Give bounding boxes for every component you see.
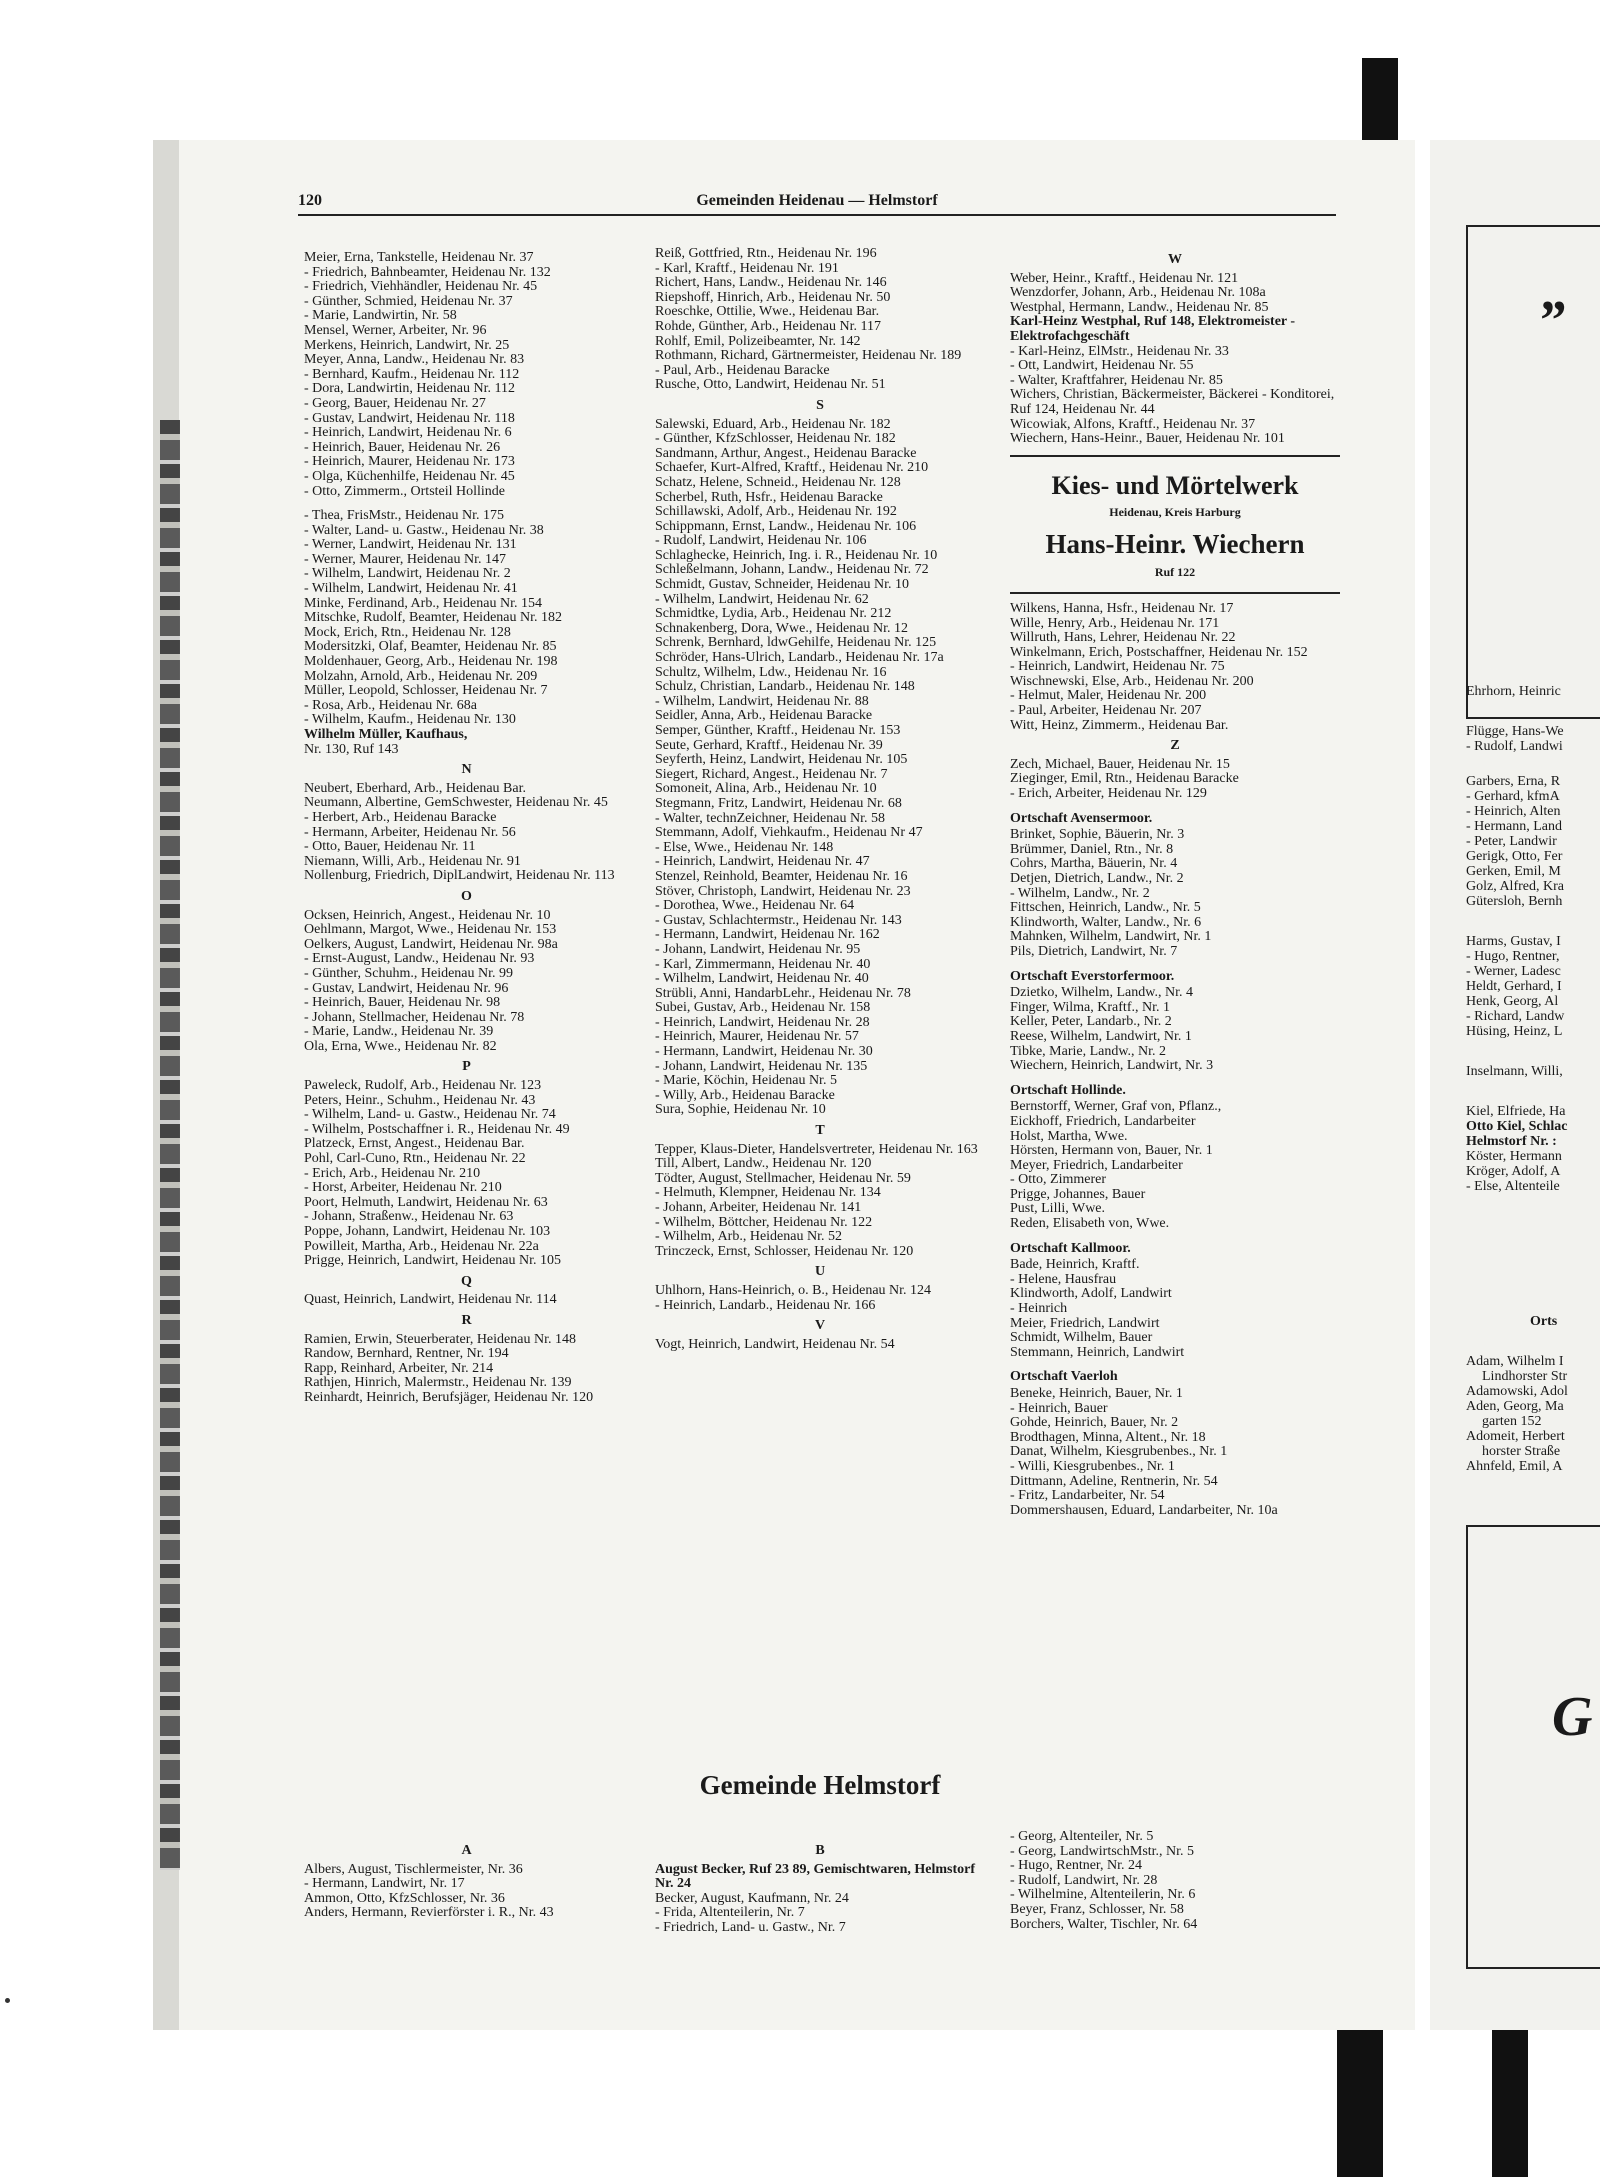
directory-entry: Meier, Erna, Tankstelle, Heidenau Nr. 37 bbox=[304, 250, 534, 265]
right-page-box-top bbox=[1466, 225, 1600, 719]
right-page-entry: - Peter, Landwir bbox=[1466, 834, 1557, 849]
directory-entry: - Karl, Zimmermann, Heidenau Nr. 40 bbox=[655, 956, 871, 972]
directory-entry: Scherbel, Ruth, Hsfr., Heidenau Baracke bbox=[655, 489, 883, 505]
directory-entry: Wille, Henry, Arb., Heidenau Nr. 171 bbox=[1010, 615, 1220, 631]
directory-entry: - Gustav, Landwirt, Heidenau Nr. 118 bbox=[304, 410, 515, 426]
directory-entry: - Heinrich, Bauer, Heidenau Nr. 98 bbox=[304, 995, 501, 1011]
scan-edge-bottom-right bbox=[1492, 2030, 1528, 2177]
directory-entry: Stemmann, Adolf, Viehkaufm., Heidenau Nr 47 bbox=[655, 825, 923, 841]
directory-entry: - Dorothea, Wwe., Heidenau Nr. 64 bbox=[655, 898, 855, 914]
directory-entry: Randow, Bernhard, Rentner, Nr. 194 bbox=[304, 1346, 509, 1362]
directory-entry: - Günther, KfzSchlosser, Heidenau Nr. 182 bbox=[655, 431, 896, 447]
directory-entry: Wischnewski, Else, Arb., Heidenau Nr. 200 bbox=[1010, 673, 1254, 689]
column-3 bbox=[1010, 247, 1340, 1518]
directory-entry: - Karl-Heinz, ElMstr., Heidenau Nr. 33 bbox=[1010, 343, 1229, 359]
directory-entry: Wiechern, Heinrich, Landwirt, Nr. 3 bbox=[1010, 1058, 1214, 1074]
scan-edge-top-right bbox=[1362, 58, 1398, 140]
ad-subtitle: Heidenau, Kreis Harburg bbox=[1109, 504, 1241, 519]
directory-entry: Siegert, Richard, Angest., Heidenau Nr. 7 bbox=[655, 766, 888, 782]
scan-artifact-strip bbox=[160, 420, 180, 1870]
directory-entry: Uhlhorn, Hans-Heinrich, o. B., Heidenau Nr. 124 bbox=[655, 1282, 932, 1298]
directory-entry: Somoneit, Alina, Arb., Heidenau Nr. 10 bbox=[655, 781, 877, 797]
directory-entry: - Otto, Zimmerer bbox=[1010, 1172, 1107, 1188]
directory-entry: Oelkers, August, Landwirt, Heidenau Nr. 98a bbox=[304, 936, 558, 952]
directory-entry: Subei, Gustav, Arb., Heidenau Nr. 158 bbox=[655, 1000, 871, 1016]
directory-entry: - Rosa, Arb., Heidenau Nr. 68a bbox=[304, 697, 478, 713]
directory-entry: Schröder, Hans-Ulrich, Landarb., Heidenau Nr. 17a bbox=[655, 650, 944, 666]
right-page-entry: - Heinrich, Alten bbox=[1466, 804, 1561, 819]
directory-entry: - Erich, Arb., Heidenau Nr. 210 bbox=[304, 1165, 481, 1181]
directory-entry: Müller, Leopold, Schlosser, Heidenau Nr. 7 bbox=[304, 683, 548, 699]
right-page-entry: Aden, Georg, Ma bbox=[1466, 1399, 1564, 1414]
right-page-entry: Gütersloh, Bernh bbox=[1466, 894, 1563, 909]
right-page-entry: Helmstorf Nr. : bbox=[1466, 1134, 1557, 1149]
directory-entry: Schnakenberg, Dora, Wwe., Heidenau Nr. 12 bbox=[655, 620, 908, 636]
directory-entry: - Johann, Landwirt, Heidenau Nr. 135 bbox=[655, 1058, 868, 1074]
directory-entry: - Otto, Zimmerm., Ortsteil Hollinde bbox=[304, 483, 506, 499]
column-3-bottom bbox=[1010, 602, 1340, 1518]
scan-edge-bottom-left bbox=[1337, 2030, 1383, 2177]
directory-entry: Till, Albert, Landw., Heidenau Nr. 120 bbox=[655, 1156, 872, 1172]
right-page-entry: Golz, Alfred, Kra bbox=[1466, 879, 1564, 894]
directory-entry: Nr. 130, Ruf 143 bbox=[304, 741, 399, 757]
locality-heading: Ortschaft Kallmoor. bbox=[1010, 1240, 1131, 1256]
directory-entry: Hörsten, Hermann von, Bauer, Nr. 1 bbox=[1010, 1143, 1213, 1159]
directory-entry: Anders, Hermann, Revierförster i. R., Nr. 43 bbox=[304, 1905, 554, 1921]
directory-entry: Quast, Heinrich, Landwirt, Heidenau Nr. 114 bbox=[304, 1292, 557, 1308]
directory-entry: Tödter, August, Stellmacher, Heidenau Nr. 59 bbox=[655, 1170, 911, 1186]
directory-entry: Stemmann, Heinrich, Landwirt bbox=[1010, 1344, 1185, 1360]
directory-entry: Pils, Dietrich, Landwirt, Nr. 7 bbox=[1010, 943, 1178, 959]
directory-entry: Dittmann, Adeline, Rentnerin, Nr. 54 bbox=[1010, 1473, 1218, 1489]
directory-entry: - Hermann, Landwirt, Nr. 17 bbox=[304, 1876, 465, 1892]
directory-entry: Schlaghecke, Heinrich, Ing. i. R., Heidenau Nr. 10 bbox=[655, 547, 938, 563]
directory-entry: - Wilhelm, Land- u. Gastw., Heidenau Nr. 74 bbox=[304, 1107, 556, 1123]
directory-entry: Reese, Wilhelm, Landwirt, Nr. 1 bbox=[1010, 1028, 1192, 1044]
directory-entry: Schaefer, Kurt-Alfred, Kraftf., Heidenau Nr. 210 bbox=[655, 460, 929, 476]
scan-speck bbox=[5, 1998, 10, 2003]
directory-entry: - Heinrich, Landwirt, Heidenau Nr. 75 bbox=[1010, 659, 1225, 675]
directory-entry: - Walter, Kraftfahrer, Heidenau Nr. 85 bbox=[1010, 372, 1223, 388]
directory-entry: - Johann, Arbeiter, Heidenau Nr. 141 bbox=[655, 1200, 862, 1215]
directory-entry: Wilhelm Müller, Kaufhaus, bbox=[304, 727, 468, 742]
directory-entry: Paweleck, Rudolf, Arb., Heidenau Nr. 123 bbox=[304, 1078, 542, 1094]
directory-entry: - Rudolf, Landwirt, Heidenau Nr. 106 bbox=[655, 533, 867, 549]
directory-entry: Poort, Helmuth, Landwirt, Heidenau Nr. 63 bbox=[304, 1194, 548, 1210]
letter-heading: V bbox=[814, 1318, 826, 1334]
right-page-entry: Lindhorster Str bbox=[1482, 1369, 1568, 1384]
directory-entry: - Johann, Stellmacher, Heidenau Nr. 78 bbox=[304, 1009, 525, 1025]
directory-entry: Ammon, Otto, KfzSchlosser, Nr. 36 bbox=[304, 1890, 505, 1906]
directory-entry: Poppe, Johann, Landwirt, Heidenau Nr. 103 bbox=[304, 1224, 551, 1239]
column-2 bbox=[655, 247, 985, 1352]
directory-entry: Pohl, Carl-Cuno, Rtn., Heidenau Nr. 22 bbox=[304, 1151, 526, 1167]
right-page-fragment bbox=[1430, 140, 1600, 2030]
directory-entry: - Heinrich, Maurer, Heidenau Nr. 173 bbox=[304, 454, 515, 470]
directory-entry: - Gustav, Schlachtermstr., Heidenau Nr. 143 bbox=[655, 912, 902, 928]
directory-entry: Dommershausen, Eduard, Landarbeiter, Nr. 10a bbox=[1010, 1502, 1278, 1518]
directory-entry: - Ott, Landwirt, Heidenau Nr. 55 bbox=[1010, 358, 1194, 374]
directory-entry: - Marie, Landwirtin, Nr. 58 bbox=[304, 308, 457, 324]
directory-entry: Stegmann, Fritz, Landwirt, Heidenau Nr. 68 bbox=[655, 795, 902, 811]
right-page-ad-glyph-bottom: G bbox=[1552, 1686, 1593, 1748]
directory-entry: - Johann, Straßenw., Heidenau Nr. 63 bbox=[304, 1209, 514, 1225]
directory-entry: Meyer, Friedrich, Landarbeiter bbox=[1010, 1157, 1183, 1173]
directory-entry: Rusche, Otto, Landwirt, Heidenau Nr. 51 bbox=[655, 377, 886, 393]
letter-heading: T bbox=[815, 1123, 825, 1139]
directory-entry: - Wilhelm, Landwirt, Heidenau Nr. 2 bbox=[304, 566, 511, 582]
directory-entry: - Erich, Arbeiter, Heidenau Nr. 129 bbox=[1010, 786, 1207, 802]
directory-entry: Minke, Ferdinand, Arb., Heidenau Nr. 154 bbox=[304, 595, 542, 611]
directory-entry: Stenzel, Reinhold, Beamter, Heidenau Nr. 16 bbox=[655, 868, 908, 884]
helmstorf-column-2 bbox=[655, 1838, 985, 1936]
directory-entry: - Walter, Land- u. Gastw., Heidenau Nr. 38 bbox=[304, 522, 544, 538]
directory-entry: Westphal, Hermann, Landw., Heidenau Nr. 85 bbox=[1010, 299, 1269, 315]
letter-heading: O bbox=[461, 888, 472, 904]
directory-entry: Sura, Sophie, Heidenau Nr. 10 bbox=[655, 1102, 826, 1118]
directory-entry: - Werner, Maurer, Heidenau Nr. 147 bbox=[304, 551, 506, 567]
directory-entry: Moldenhauer, Georg, Arb., Heidenau Nr. 198 bbox=[304, 654, 558, 670]
directory-entry: Wicowiak, Alfons, Kraftf., Heidenau Nr. 37 bbox=[1010, 416, 1256, 432]
directory-entry: Seyferth, Heinz, Landwirt, Heidenau Nr. 105 bbox=[655, 752, 908, 768]
directory-entry: Mensel, Werner, Arbeiter, Nr. 96 bbox=[304, 322, 487, 338]
directory-entry: August Becker, Ruf 23 89, Gemischtwaren, Helmstorf Nr. 24 bbox=[655, 1861, 976, 1892]
directory-entry: Reden, Elisabeth von, Wwe. bbox=[1010, 1216, 1170, 1232]
directory-entry: Tepper, Klaus-Dieter, Handelsvertreter, Heidenau Nr. 163 bbox=[655, 1141, 978, 1157]
directory-entry: Klindworth, Walter, Landw., Nr. 6 bbox=[1010, 914, 1202, 930]
directory-entry: - Olga, Küchenhilfe, Heidenau Nr. 45 bbox=[304, 468, 515, 484]
directory-entry: - Ernst-August, Landw., Heidenau Nr. 93 bbox=[304, 951, 535, 967]
letter-heading: U bbox=[814, 1264, 826, 1280]
directory-entry: Becker, August, Kaufmann, Nr. 24 bbox=[655, 1890, 849, 1906]
ad-title: Kies- und Mörtelwerk bbox=[1051, 470, 1299, 500]
page-title: Gemeinden Heidenau — Helmstorf bbox=[696, 192, 938, 209]
right-page-entry: - Richard, Landw bbox=[1466, 1009, 1565, 1024]
directory-entry: - Willi, Kiesgrubenbes., Nr. 1 bbox=[1010, 1458, 1175, 1474]
directory-entry: Schultz, Wilhelm, Ldw., Heidenau Nr. 16 bbox=[655, 664, 887, 680]
directory-entry: Salewski, Eduard, Arb., Heidenau Nr. 182 bbox=[655, 416, 891, 432]
directory-entry: - Günther, Schmied, Heidenau Nr. 37 bbox=[304, 293, 513, 309]
right-page-entry: - Hermann, Land bbox=[1466, 819, 1563, 834]
directory-entry: Schulz, Christian, Landarb., Heidenau Nr. 148 bbox=[655, 679, 915, 695]
page-number: 120 bbox=[298, 192, 322, 209]
right-page-entry: Harms, Gustav, I bbox=[1466, 934, 1561, 949]
directory-entry: - Walter, technZeichner, Heidenau Nr. 58 bbox=[655, 810, 885, 826]
directory-entry: Mitschke, Rudolf, Beamter, Heidenau Nr. 182 bbox=[304, 610, 562, 626]
directory-entry: - Friedrich, Viehhändler, Heidenau Nr. 45 bbox=[304, 279, 538, 295]
directory-entry: Ocksen, Heinrich, Angest., Heidenau Nr. 10 bbox=[304, 907, 551, 923]
directory-entry: Rohlf, Emil, Polizeibeamter, Nr. 142 bbox=[655, 333, 861, 349]
right-page-entry: Garbers, Erna, R bbox=[1466, 774, 1561, 789]
letter-heading: N bbox=[461, 762, 472, 778]
right-page-entry: Gerken, Emil, M bbox=[1466, 864, 1561, 879]
directory-entry: Gohde, Heinrich, Bauer, Nr. 2 bbox=[1010, 1415, 1179, 1431]
directory-entry: - Fritz, Landarbeiter, Nr. 54 bbox=[1010, 1488, 1165, 1504]
directory-entry: - Wilhelm, Landw., Nr. 2 bbox=[1010, 885, 1150, 901]
directory-entry: Peters, Heinr., Schuhm., Heidenau Nr. 43 bbox=[304, 1092, 536, 1108]
directory-entry: Finger, Wilma, Kraftf., Nr. 1 bbox=[1010, 999, 1170, 1015]
right-page-entry: - Else, Altenteile bbox=[1466, 1179, 1560, 1194]
directory-entry: Oehlmann, Margot, Wwe., Heidenau Nr. 153 bbox=[304, 922, 557, 938]
directory-entry: - Otto, Bauer, Heidenau Nr. 11 bbox=[304, 839, 476, 855]
ad-phone: Ruf 122 bbox=[1154, 565, 1196, 580]
directory-entry: - Paul, Arbeiter, Heidenau Nr. 207 bbox=[1010, 703, 1202, 719]
directory-entry: Molzahn, Arnold, Arb., Heidenau Nr. 209 bbox=[304, 668, 538, 684]
directory-entry: - Dora, Landwirtin, Heidenau Nr. 112 bbox=[304, 381, 515, 397]
directory-entry: Ramien, Erwin, Steuerberater, Heidenau Nr. 148 bbox=[304, 1331, 576, 1347]
directory-entry: Bernstorff, Werner, Graf von, Pflanz., bbox=[1010, 1099, 1222, 1115]
directory-entry: - Hermann, Arbeiter, Heidenau Nr. 56 bbox=[304, 824, 516, 840]
section-title-helmstorf: Gemeinde Helmstorf bbox=[699, 1770, 941, 1800]
directory-entry: - Rudolf, Landwirt, Nr. 28 bbox=[1010, 1872, 1158, 1888]
directory-entry: Modersitzki, Olaf, Beamter, Heidenau Nr. 85 bbox=[304, 639, 557, 655]
directory-entry: Merkens, Heinrich, Landwirt, Nr. 25 bbox=[304, 337, 510, 353]
directory-entry: Tibke, Marie, Landw., Nr. 2 bbox=[1010, 1043, 1167, 1059]
directory-entry: Meyer, Anna, Landw., Heidenau Nr. 83 bbox=[304, 352, 525, 368]
directory-entry: Holst, Martha, Wwe. bbox=[1010, 1128, 1128, 1144]
directory-entry: - Marie, Landw., Heidenau Nr. 39 bbox=[304, 1024, 494, 1040]
directory-entry: Stöver, Christoph, Landwirt, Heidenau Nr. 23 bbox=[655, 883, 911, 899]
right-page-entry: Adomeit, Herbert bbox=[1466, 1429, 1565, 1444]
directory-entry: Rapp, Reinhard, Arbeiter, Nr. 214 bbox=[304, 1360, 494, 1376]
directory-entry: - Friedrich, Land- u. Gastw., Nr. 7 bbox=[655, 1919, 846, 1935]
right-page-entry: Adamowski, Adol bbox=[1466, 1384, 1568, 1399]
right-page-entry: Köster, Hermann bbox=[1466, 1149, 1562, 1164]
directory-entry: - Helene, Hausfrau bbox=[1010, 1271, 1117, 1287]
letter-heading: Z bbox=[1170, 738, 1180, 754]
column-3-top bbox=[1010, 253, 1340, 447]
locality-heading: Ortschaft Hollinde. bbox=[1010, 1082, 1126, 1098]
right-page-entry: Ehrhorn, Heinric bbox=[1466, 684, 1561, 699]
directory-entry: Mahnken, Wilhelm, Landwirt, Nr. 1 bbox=[1010, 929, 1212, 945]
directory-entry: - Paul, Arb., Heidenau Baracke bbox=[655, 362, 830, 378]
directory-entry: Schmidtke, Lydia, Arb., Heidenau Nr. 212 bbox=[655, 606, 892, 622]
directory-entry: - Gustav, Landwirt, Heidenau Nr. 96 bbox=[304, 980, 509, 996]
letter-heading: B bbox=[815, 1843, 825, 1858]
helmstorf-column-3 bbox=[1010, 1830, 1340, 1932]
letter-heading: S bbox=[816, 397, 824, 413]
directory-entry: Weber, Heinr., Kraftf., Heidenau Nr. 121 bbox=[1010, 270, 1239, 286]
right-page-entry: Orts bbox=[1530, 1314, 1558, 1329]
locality-heading: Ortschaft Everstorfermoor. bbox=[1010, 968, 1175, 984]
right-page-ad-glyph-top: „ bbox=[1542, 261, 1570, 323]
directory-entry: - Herbert, Arb., Heidenau Baracke bbox=[304, 809, 497, 825]
right-page-entry: garten 152 bbox=[1482, 1414, 1542, 1429]
letter-heading: P bbox=[462, 1059, 471, 1075]
directory-entry: Brodthagen, Minna, Altent., Nr. 18 bbox=[1010, 1429, 1206, 1445]
directory-entry: Beyer, Franz, Schlosser, Nr. 58 bbox=[1010, 1901, 1184, 1917]
directory-entry: Prigge, Johannes, Bauer bbox=[1010, 1186, 1146, 1202]
directory-entry: - Wilhelm, Landwirt, Heidenau Nr. 41 bbox=[304, 581, 518, 597]
right-page-entry: Inselmann, Willi, bbox=[1466, 1064, 1563, 1079]
directory-entry: - Georg, LandwirtschMstr., Nr. 5 bbox=[1010, 1843, 1195, 1859]
directory-entry: Albers, August, Tischlermeister, Nr. 36 bbox=[304, 1861, 523, 1877]
ad-name: Hans-Heinr. Wiechern bbox=[1045, 529, 1305, 560]
directory-entry: Eickhoff, Friedrich, Landarbeiter bbox=[1010, 1113, 1196, 1129]
letter-heading: W bbox=[1168, 252, 1182, 267]
directory-entry: - Wilhelm, Landwirt, Heidenau Nr. 88 bbox=[655, 693, 869, 709]
directory-entry: Schmidt, Gustav, Schneider, Heidenau Nr. 10 bbox=[655, 577, 909, 593]
directory-entry: Wichers, Christian, Bäckermeister, Bäckerei - Konditorei, Ruf 124, Heidenau Nr. 44 bbox=[1010, 387, 1335, 417]
directory-entry: Semper, Günther, Kraftf., Heidenau Nr. 153 bbox=[655, 723, 901, 738]
directory-entry: - Hermann, Landwirt, Heidenau Nr. 162 bbox=[655, 927, 880, 943]
letter-heading: Q bbox=[461, 1273, 472, 1289]
directory-entry: Reiß, Gottfried, Rtn., Heidenau Nr. 196 bbox=[655, 246, 877, 261]
locality-heading: Ortschaft Vaerloh bbox=[1010, 1369, 1118, 1385]
directory-entry: Neubert, Eberhard, Arb., Heidenau Bar. bbox=[304, 780, 526, 796]
directory-entry: - Helmut, Maler, Heidenau Nr. 200 bbox=[1010, 688, 1207, 704]
directory-entry: Mock, Erich, Rtn., Heidenau Nr. 128 bbox=[304, 624, 511, 640]
right-page-entry: Otto Kiel, Schlac bbox=[1466, 1119, 1568, 1134]
directory-entry: - Frida, Altenteilerin, Nr. 7 bbox=[655, 1905, 805, 1921]
directory-entry: - Wilhelm, Landwirt, Heidenau Nr. 40 bbox=[655, 971, 869, 987]
directory-entry: Rathjen, Hinrich, Malermstr., Heidenau Nr. 139 bbox=[304, 1375, 572, 1391]
helmstorf-column-1 bbox=[304, 1838, 629, 1921]
directory-entry: - Heinrich, Landwirt, Heidenau Nr. 47 bbox=[655, 854, 870, 870]
locality-heading: Ortschaft Avensermoor. bbox=[1010, 810, 1153, 826]
directory-entry: Strübli, Anni, HandarbLehr., Heidenau Nr. 78 bbox=[655, 985, 911, 1001]
directory-entry: Bade, Heinrich, Kraftf. bbox=[1010, 1257, 1140, 1273]
directory-entry: Pust, Lilli, Wwe. bbox=[1010, 1201, 1106, 1217]
directory-entry: Detjen, Dietrich, Landw., Nr. 2 bbox=[1010, 871, 1184, 886]
directory-entry: - Heinrich, Landarb., Heidenau Nr. 166 bbox=[655, 1297, 876, 1313]
directory-entry: - Wilhelmine, Altenteilerin, Nr. 6 bbox=[1010, 1887, 1196, 1903]
directory-entry: - Heinrich, Bauer bbox=[1010, 1400, 1108, 1416]
directory-entry: - Georg, Bauer, Heidenau Nr. 27 bbox=[304, 395, 486, 411]
directory-entry: Borchers, Walter, Tischler, Nr. 64 bbox=[1010, 1916, 1198, 1932]
directory-entry: - Günther, Schuhm., Heidenau Nr. 99 bbox=[304, 965, 514, 981]
directory-entry: Schippmann, Ernst, Landw., Heidenau Nr. 106 bbox=[655, 518, 917, 534]
directory-entry: Beneke, Heinrich, Bauer, Nr. 1 bbox=[1010, 1386, 1183, 1401]
directory-entry: Neumann, Albertine, GemSchwester, Heidenau Nr. 45 bbox=[304, 795, 608, 811]
directory-entry: - Else, Wwe., Heidenau Nr. 148 bbox=[655, 839, 834, 855]
directory-entry: Winkelmann, Erich, Postschaffner, Heidenau Nr. 152 bbox=[1010, 644, 1308, 660]
directory-entry: - Heinrich bbox=[1010, 1301, 1068, 1317]
directory-entry: Schmidt, Wilhelm, Bauer bbox=[1010, 1330, 1153, 1346]
right-page-entry: Henk, Georg, Al bbox=[1466, 994, 1559, 1009]
directory-entry: - Heinrich, Landwirt, Heidenau Nr. 6 bbox=[304, 425, 512, 441]
directory-entry: Nollenburg, Friedrich, DiplLandwirt, Heidenau Nr. 113 bbox=[304, 868, 615, 884]
directory-entry: Wiechern, Hans-Heinr., Bauer, Heidenau Nr. 101 bbox=[1010, 431, 1285, 447]
directory-entry: Platzeck, Ernst, Angest., Heidenau Bar. bbox=[304, 1136, 525, 1152]
letter-heading: A bbox=[461, 1843, 472, 1858]
directory-entry: Schleßelmann, Johann, Landw., Heidenau Nr. 72 bbox=[655, 562, 929, 578]
directory-entry: Ola, Erna, Wwe., Heidenau Nr. 82 bbox=[304, 1038, 497, 1054]
right-page-entry: - Hugo, Rentner, bbox=[1466, 949, 1560, 964]
right-page-entry: horster Straße bbox=[1482, 1444, 1561, 1459]
right-page-entry: Hüsing, Heinz, L bbox=[1466, 1024, 1563, 1039]
directory-entry: Vogt, Heinrich, Landwirt, Heidenau Nr. 54 bbox=[655, 1336, 895, 1352]
directory-entry: Schillawski, Adolf, Arb., Heidenau Nr. 192 bbox=[655, 504, 897, 520]
directory-entry: Rothmann, Richard, Gärtnermeister, Heidenau Nr. 189 bbox=[655, 348, 962, 364]
directory-entry: - Heinrich, Bauer, Heidenau Nr. 26 bbox=[304, 439, 501, 455]
directory-entry: - Hermann, Landwirt, Heidenau Nr. 30 bbox=[655, 1044, 873, 1060]
right-page-entry: - Werner, Ladesc bbox=[1466, 964, 1561, 979]
directory-entry: Schatz, Helene, Schneid., Heidenau Nr. 128 bbox=[655, 474, 901, 490]
directory-entry: Witt, Heinz, Zimmerm., Heidenau Bar. bbox=[1010, 717, 1229, 733]
directory-entry: Powilleit, Martha, Arb., Heidenau Nr. 22a bbox=[304, 1238, 539, 1254]
directory-entry: - Horst, Arbeiter, Heidenau Nr. 210 bbox=[304, 1180, 502, 1196]
directory-entry: Zech, Michael, Bauer, Heidenau Nr. 15 bbox=[1010, 756, 1230, 772]
directory-entry: Karl-Heinz Westphal, Ruf 148, Elektromeister - Elektrofachgeschäft bbox=[1010, 314, 1296, 344]
directory-entry: Seidler, Anna, Arb., Heidenau Baracke bbox=[655, 708, 873, 724]
directory-entry: Dzietko, Wilhelm, Landw., Nr. 4 bbox=[1010, 985, 1193, 1001]
directory-entry: Rohde, Günther, Arb., Heidenau Nr. 117 bbox=[655, 318, 881, 334]
directory-entry: Reinhardt, Heinrich, Berufsjäger, Heidenau Nr. 120 bbox=[304, 1389, 594, 1405]
directory-entry: - Wilhelm, Postschaffner i. R., Heidenau Nr. 49 bbox=[304, 1121, 570, 1137]
directory-entry: - Wilhelm, Kaufm., Heidenau Nr. 130 bbox=[304, 712, 516, 728]
directory-entry: - Heinrich, Maurer, Heidenau Nr. 57 bbox=[655, 1029, 859, 1045]
directory-entry: - Heinrich, Landwirt, Heidenau Nr. 28 bbox=[655, 1014, 870, 1030]
directory-entry: - Georg, Altenteiler, Nr. 5 bbox=[1010, 1829, 1154, 1844]
page-header bbox=[298, 192, 1336, 216]
directory-entry: - Werner, Landwirt, Heidenau Nr. 131 bbox=[304, 537, 517, 553]
directory-entry: - Thea, FrisMstr., Heidenau Nr. 175 bbox=[304, 508, 504, 524]
right-page-entry: Gerigk, Otto, Fer bbox=[1466, 849, 1563, 864]
directory-entry: Zieginger, Emil, Rtn., Heidenau Baracke bbox=[1010, 771, 1239, 787]
directory-entry: - Wilhelm, Arb., Heidenau Nr. 52 bbox=[655, 1229, 842, 1245]
right-page-entry: Heldt, Gerhard, I bbox=[1466, 979, 1562, 994]
right-page-entry: Adam, Wilhelm I bbox=[1466, 1354, 1564, 1369]
directory-entry: Willruth, Hans, Lehrer, Heidenau Nr. 22 bbox=[1010, 630, 1236, 646]
directory-entry: Roeschke, Ottilie, Wwe., Heidenau Bar. bbox=[655, 304, 880, 320]
directory-entry: Schrenk, Bernhard, ldwGehilfe, Heidenau Nr. 125 bbox=[655, 635, 937, 651]
directory-entry: - Bernhard, Kaufm., Heidenau Nr. 112 bbox=[304, 366, 520, 382]
directory-entry: - Hugo, Rentner, Nr. 24 bbox=[1010, 1858, 1143, 1874]
directory-entry: Danat, Wilhelm, Kiesgrubenbes., Nr. 1 bbox=[1010, 1444, 1228, 1460]
directory-entry: - Marie, Köchin, Heidenau Nr. 5 bbox=[655, 1073, 837, 1089]
directory-entry: Riepshoff, Hinrich, Arb., Heidenau Nr. 50 bbox=[655, 289, 891, 305]
directory-entry: Prigge, Heinrich, Landwirt, Heidenau Nr. 105 bbox=[304, 1253, 561, 1269]
directory-entry: Wenzdorfer, Johann, Arb., Heidenau Nr. 108a bbox=[1010, 285, 1266, 301]
directory-entry: - Friedrich, Bahnbeamter, Heidenau Nr. 132 bbox=[304, 264, 551, 280]
directory-entry: Seute, Gerhard, Kraftf., Heidenau Nr. 39 bbox=[655, 737, 883, 753]
directory-entry: Brümmer, Daniel, Rtn., Nr. 8 bbox=[1010, 841, 1174, 857]
right-page-entry: Kröger, Adolf, A bbox=[1466, 1164, 1561, 1179]
directory-entry: Trinczeck, Ernst, Schlosser, Heidenau Nr. 120 bbox=[655, 1243, 914, 1259]
directory-entry: Brinket, Sophie, Bäuerin, Nr. 3 bbox=[1010, 827, 1185, 843]
advertisement-kieswerk bbox=[1010, 455, 1340, 594]
right-page-entry: Flügge, Hans-We bbox=[1466, 724, 1564, 739]
directory-entry: Keller, Peter, Landarb., Nr. 2 bbox=[1010, 1014, 1172, 1030]
directory-entry: - Johann, Landwirt, Heidenau Nr. 95 bbox=[655, 941, 861, 957]
directory-entry: Niemann, Willi, Arb., Heidenau Nr. 91 bbox=[304, 853, 521, 869]
right-page-entry: Kiel, Elfriede, Ha bbox=[1466, 1104, 1566, 1119]
right-page-entry: - Gerhard, kfmA bbox=[1466, 789, 1560, 804]
directory-entry: - Karl, Kraftf., Heidenau Nr. 191 bbox=[655, 260, 839, 276]
right-page-entry: - Rudolf, Landwi bbox=[1466, 739, 1563, 754]
directory-entry: - Willy, Arb., Heidenau Baracke bbox=[655, 1087, 835, 1103]
directory-entry: - Wilhelm, Landwirt, Heidenau Nr. 62 bbox=[655, 591, 869, 607]
directory-entry: Sandmann, Arthur, Angest., Heidenau Baracke bbox=[655, 445, 917, 461]
directory-entry: Meier, Friedrich, Landwirt bbox=[1010, 1315, 1160, 1331]
letter-heading: R bbox=[461, 1312, 472, 1328]
directory-entry: - Helmuth, Klempner, Heidenau Nr. 134 bbox=[655, 1185, 881, 1201]
directory-entry: Fittschen, Heinrich, Landw., Nr. 5 bbox=[1010, 900, 1201, 916]
directory-entry: Cohrs, Martha, Bäuerin, Nr. 4 bbox=[1010, 856, 1178, 872]
directory-entry: - Wilhelm, Böttcher, Heidenau Nr. 122 bbox=[655, 1214, 873, 1230]
directory-entry: Wilkens, Hanna, Hsfr., Heidenau Nr. 17 bbox=[1010, 600, 1234, 616]
directory-entry: Richert, Hans, Landw., Heidenau Nr. 146 bbox=[655, 275, 887, 291]
directory-entry: Klindworth, Adolf, Landwirt bbox=[1010, 1286, 1172, 1302]
column-1 bbox=[304, 251, 629, 1406]
right-page-entry: Ahnfeld, Emil, A bbox=[1466, 1459, 1563, 1474]
